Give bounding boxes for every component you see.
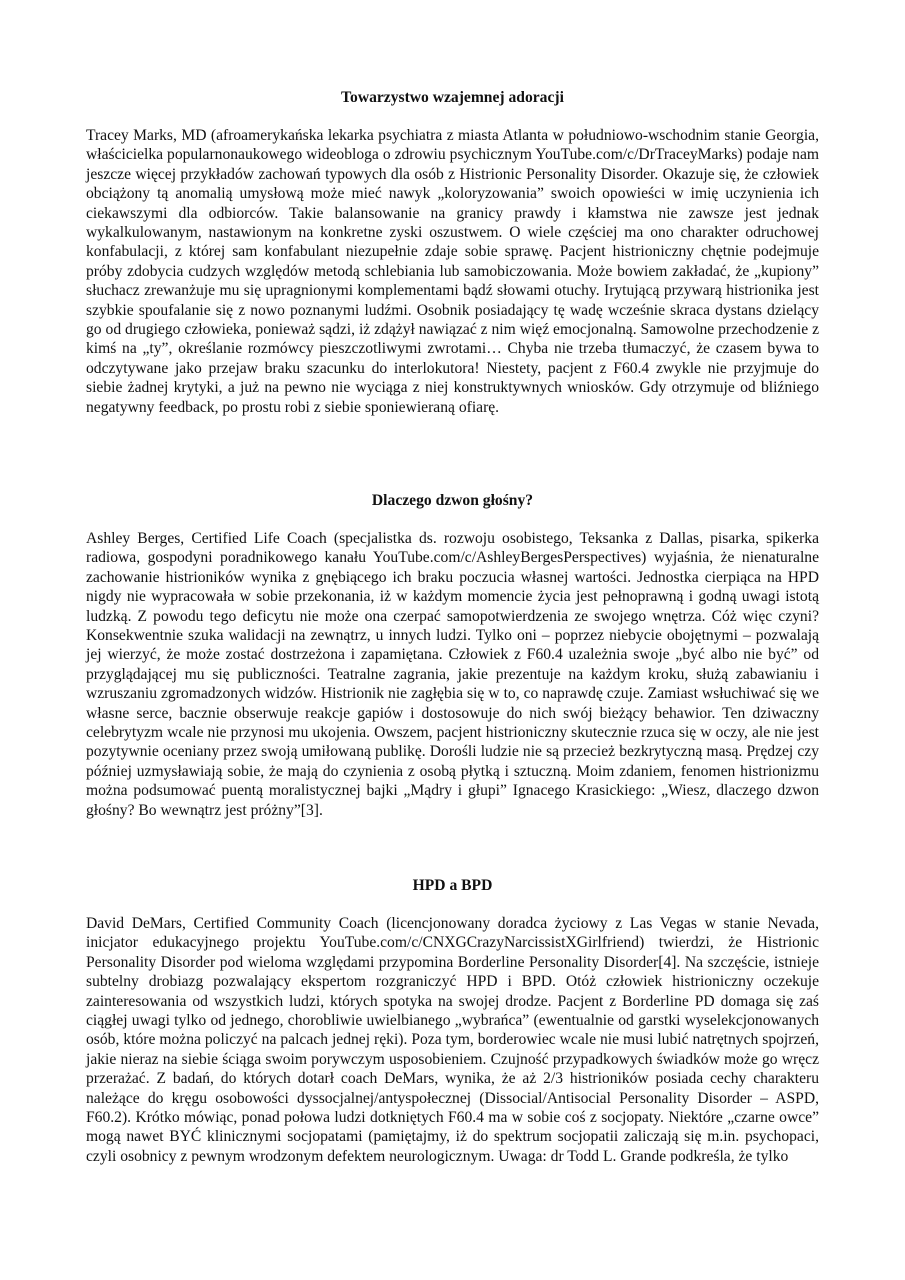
section-heading: HPD a BPD xyxy=(412,877,493,894)
section-heading: Dlaczego dzwon głośny? xyxy=(371,492,534,509)
section-paragraph: David DeMars, Certified Community Coach (licencjonowany doradca życiowy z Las Vegas w stanie Nevada, inicjator edukacyjnego projektu YouTube.com/c/CNXGCrazyNarcissistXGirlfriend) twierdzi, że Histrionic Personality Disorder pod wieloma względami przypomina Borderline Personality Disorder[4]. Na szczęście, istnieje subtelny drobiazg pozwalający ekspertom rozgraniczyć HPD i BPD. Otóż człowiek histrioniczny oczekuje zainteresowania od wszystkich ludzi, których spotyka na swojej drodze. Pacjent z Borderline PD domaga się zaś ciągłej uwagi tylko od jednego, chorobliwie uwielbianego „wybrańca” (ewentualnie od garstki wyselekcjonowanych osób, które można policzyć na palcach jednej ręki). Poza tym, borderowiec wcale nie musi lubić natrętnych spojrzeń, jakie nieraz na siebie ściąga swoim porywczym usposobieniem. Czujność przypadkowych świadków może go wręcz przerażać. Z badań, do których dotarł coach DeMars, wynika, że aż 2/3 histrioników posiada cechy charakteru należące do kręgu osobowości dyssocjalnej/antyspołecznej (Dissocial/Antisocial Personality Disorder – ASPD, F60.2). Krótko mówiąc, ponad połowa ludzi dotkniętych F60.4 ma w sobie coś z socjopaty. Niektóre „czarne owce” mogą nawet BYĆ klinicznymi socjopatami (pamiętajmy, iż do spektrum socjopatii zaliczają się m.in. psychopaci, czyli osobnicy z pewnym wrodzonym defektem neurologicznym. Uwaga: dr Todd L. Grande podkreśla, że tylko xyxy=(86,915,819,1165)
section-paragraph: Tracey Marks, MD (afroamerykańska lekarka psychiatra z miasta Atlanta w południowo-wschodnim stanie Georgia, właścicielka popularnonaukowego wideobloga o zdrowiu psychicznym YouTube.com/c/DrTraceyMarks) podaje nam jeszcze więcej przykładów zachowań typowych dla osób z Histrionic Personality Disorder. Okazuje się, że człowiek obciążony tą anomalią umysłową może mieć nawyk „koloryzowania” swoich opowieści w imię uczynienia ich ciekawszymi dla odbiorców. Takie balansowanie na granicy prawdy i kłamstwa nie zawsze jest jednak wykalkulowanym, nastawionym na konkretne zyski oszustwem. O wiele częściej ma ono charakter odruchowej konfabulacji, z której sam konfabulant niezupełnie zdaje sobie sprawę. Pacjent histrioniczny chętnie podejmuje próby zdobycia cudzych względów metodą schlebiania lub samobiczowania. Może bowiem zakładać, że „kupiony” słuchacz zrewanżuje mu się upragnionymi komplementami bądź słowami otuchy. Irytującą przywarą histrionika jest szybkie spoufalanie się z nowo poznanymi ludźmi. Osobnik posiadający tę wadę wcześnie skraca dystans dzielący go od drugiego człowieka, ponieważ sądzi, iż zdążył nawiązać z nim więź emocjonalną. Samowolne przechodzenie z kimś na „ty”, określanie rozmówcy pieszczotliwymi zwrotami… Chyba nie trzeba tłumaczyć, że czasem bywa to odczytywane jako przejaw braku szacunku do interlokutora! Niestety, pacjent z F60.4 zwykle nie przyjmuje do siebie żadnej krytyki, a już na pewno nie wyciąga z niej konstruktywnych wniosków. Gdy otrzymuje od bliźniego negatywny feedback, po prostu robi z siebie sponiewieraną ofiarę. xyxy=(86,127,819,416)
section-paragraph: Ashley Berges, Certified Life Coach (specjalistka ds. rozwoju osobistego, Teksanka z Dallas, pisarka, spikerka radiowa, gospodyni poradnikowego kanału YouTube.com/c/AshleyBergesPerspectives) wyjaśnia, że nienaturalne zachowanie histrioników wynika z gnębiącego ich braku poczucia własnej wartości. Jednostka cierpiąca na HPD nigdy nie wypracowała w sobie przekonania, iż w każdym momencie życia jest pełnoprawną i godną uwagi istotą ludzką. Z powodu tego deficytu nie może ona czerpać samopotwierdzenia ze swojego wnętrza. Cóż więc czyni? Konsekwentnie szuka walidacji na zewnątrz, u innych ludzi. Tylko oni – poprzez niebycie obojętnymi – pozwalają jej wierzyć, że może zostać dostrzeżona i zapamiętana. Człowiek z F60.4 uzależnia swoje „być albo nie być” od przyglądającej mu się publiczności. Teatralne zagrania, jakie prezentuje na każdym kroku, służą zabawianiu i wzruszaniu zgromadzonych widzów. Histrionik nie zagłębia się w to, co naprawdę czuje. Zamiast wsłuchiwać się we własne serce, bacznie obserwuje reakcje gapiów i dostosowuje do nich swój bieżący behawior. Ten dziwaczny celebrytyzm wcale nie przynosi mu ukojenia. Owszem, pacjent histrioniczny skutecznie rzuca się w oczy, ale nie jest pozytywnie oceniany przez swoją umiłowaną publikę. Dorośli ludzie nie są przecież bezkrytyczną masą. Prędzej czy później uzmysławiają sobie, że mają do czynienia z osobą płytką i sztuczną. Moim zdaniem, fenomen histrionizmu można podsumować puentą moralistycznej bajki „Mądry i głupi” Ignacego Krasickiego: „Wiesz, dlaczego dzwon głośny? Bo wewnątrz jest próżny”[3]. xyxy=(86,530,819,819)
section-heading: Towarzystwo wzajemnej adoracji xyxy=(341,89,564,106)
